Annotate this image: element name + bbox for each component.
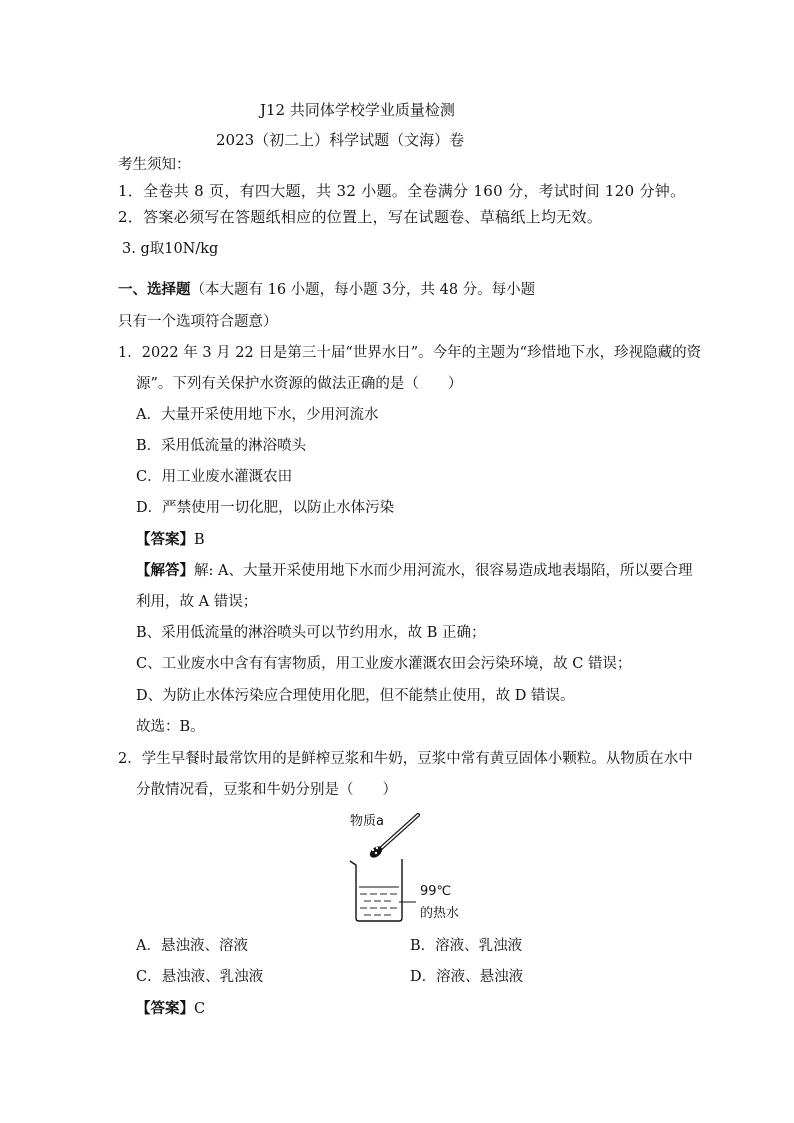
q1-answer-value: B — [194, 532, 205, 548]
section-title: 一、选择题 — [118, 281, 191, 298]
q2-stem-line2: 分散情况看，豆浆和牛奶分别是（ ） — [136, 782, 397, 798]
q1-analysis-line1 — [136, 561, 692, 581]
notice-item-2: 2．答案必须写在答题纸相应的位置上，写在试题卷、草稿纸上均无效。 — [118, 208, 603, 226]
q2-answer — [136, 999, 205, 1019]
q2-stem-line1: 2．学生早餐时最常饮用的是鲜榨豆浆和牛奶，豆浆中常有黄豆固体小颗粒。从物质在水中 — [118, 751, 693, 767]
q1-option-c: C．用工业废水灌溉农田 — [136, 469, 293, 485]
notice-heading: 考生须知： — [118, 157, 191, 173]
q1-analysis-line3: B、采用低流量的淋浴喷头可以节约用水，故 B 正确； — [136, 625, 486, 641]
q1-stem-line2: 源”。下列有关保护水资源的做法正确的是（ ） — [136, 376, 463, 392]
notice-item-3: 3. g取10N/kg — [122, 241, 219, 257]
q2-option-d: D．溶液、悬浊液 — [410, 969, 524, 985]
q1-answer — [136, 530, 205, 550]
q1-analysis-line2: 利用，故 A 错误； — [136, 594, 258, 610]
q2-option-a: A．悬浊液、溶液 — [136, 938, 248, 954]
section-description: （本大题有 16 小题，每小题 3分，共 48 分。每小题 — [190, 282, 536, 298]
q1-analysis-line5: D、为防止水体污染应合理使用化肥，但不能禁止使用，故 D 错误。 — [136, 688, 575, 704]
exam-title-line2: 2023（初二上）科学试题（文海）卷 — [216, 131, 465, 149]
q1-analysis-line6: 故选：B。 — [136, 719, 205, 735]
section-description-cont: 只有一个选项符合题意） — [118, 314, 278, 330]
beaker-icon — [350, 859, 416, 921]
q1-answer-label: 【答案】 — [136, 531, 194, 548]
section-heading — [118, 280, 535, 300]
q1-stem-line1: 1．2022 年 3 月 22 日是第三十届“世界水日”。今年的主题为“珍惜地下水，珍视隐藏的资 — [118, 345, 702, 361]
figure-label-temperature: 99℃ — [420, 884, 452, 899]
q1-analysis-text-1: 解: A、大量开采使用地下水而少用河流水，很容易造成地表塌陷，所以要合理 — [194, 563, 693, 579]
beaker-figure — [340, 805, 480, 925]
q2-option-b: B．溶液、乳浊液 — [410, 938, 523, 954]
q1-analysis-label: 【解答】 — [136, 562, 194, 579]
exam-title-line1: J12 共同体学校学业质量检测 — [260, 101, 455, 119]
q2-answer-label: 【答案】 — [136, 1000, 194, 1017]
q1-option-b: B．采用低流量的淋浴喷头 — [136, 438, 307, 454]
notice-item-1: 1．全卷共 8 页，有四大题，共 32 小题。全卷满分 160 分，考试时间 120 分钟。 — [118, 182, 686, 200]
q1-option-a: A．大量开采使用地下水，少用河流水 — [136, 407, 379, 423]
figure-label-substance: 物质a — [350, 814, 384, 829]
q1-option-d: D．严禁使用一切化肥，以防止水体污染 — [136, 500, 395, 516]
q2-answer-value: C — [194, 1001, 206, 1017]
q2-option-c: C．悬浊液、乳浊液 — [136, 969, 264, 985]
q1-analysis-line4: C、工业废水中含有有害物质，用工业废水灌溉农田会污染环境，故 C 错误； — [136, 656, 632, 672]
figure-label-water: 的热水 — [420, 906, 460, 921]
